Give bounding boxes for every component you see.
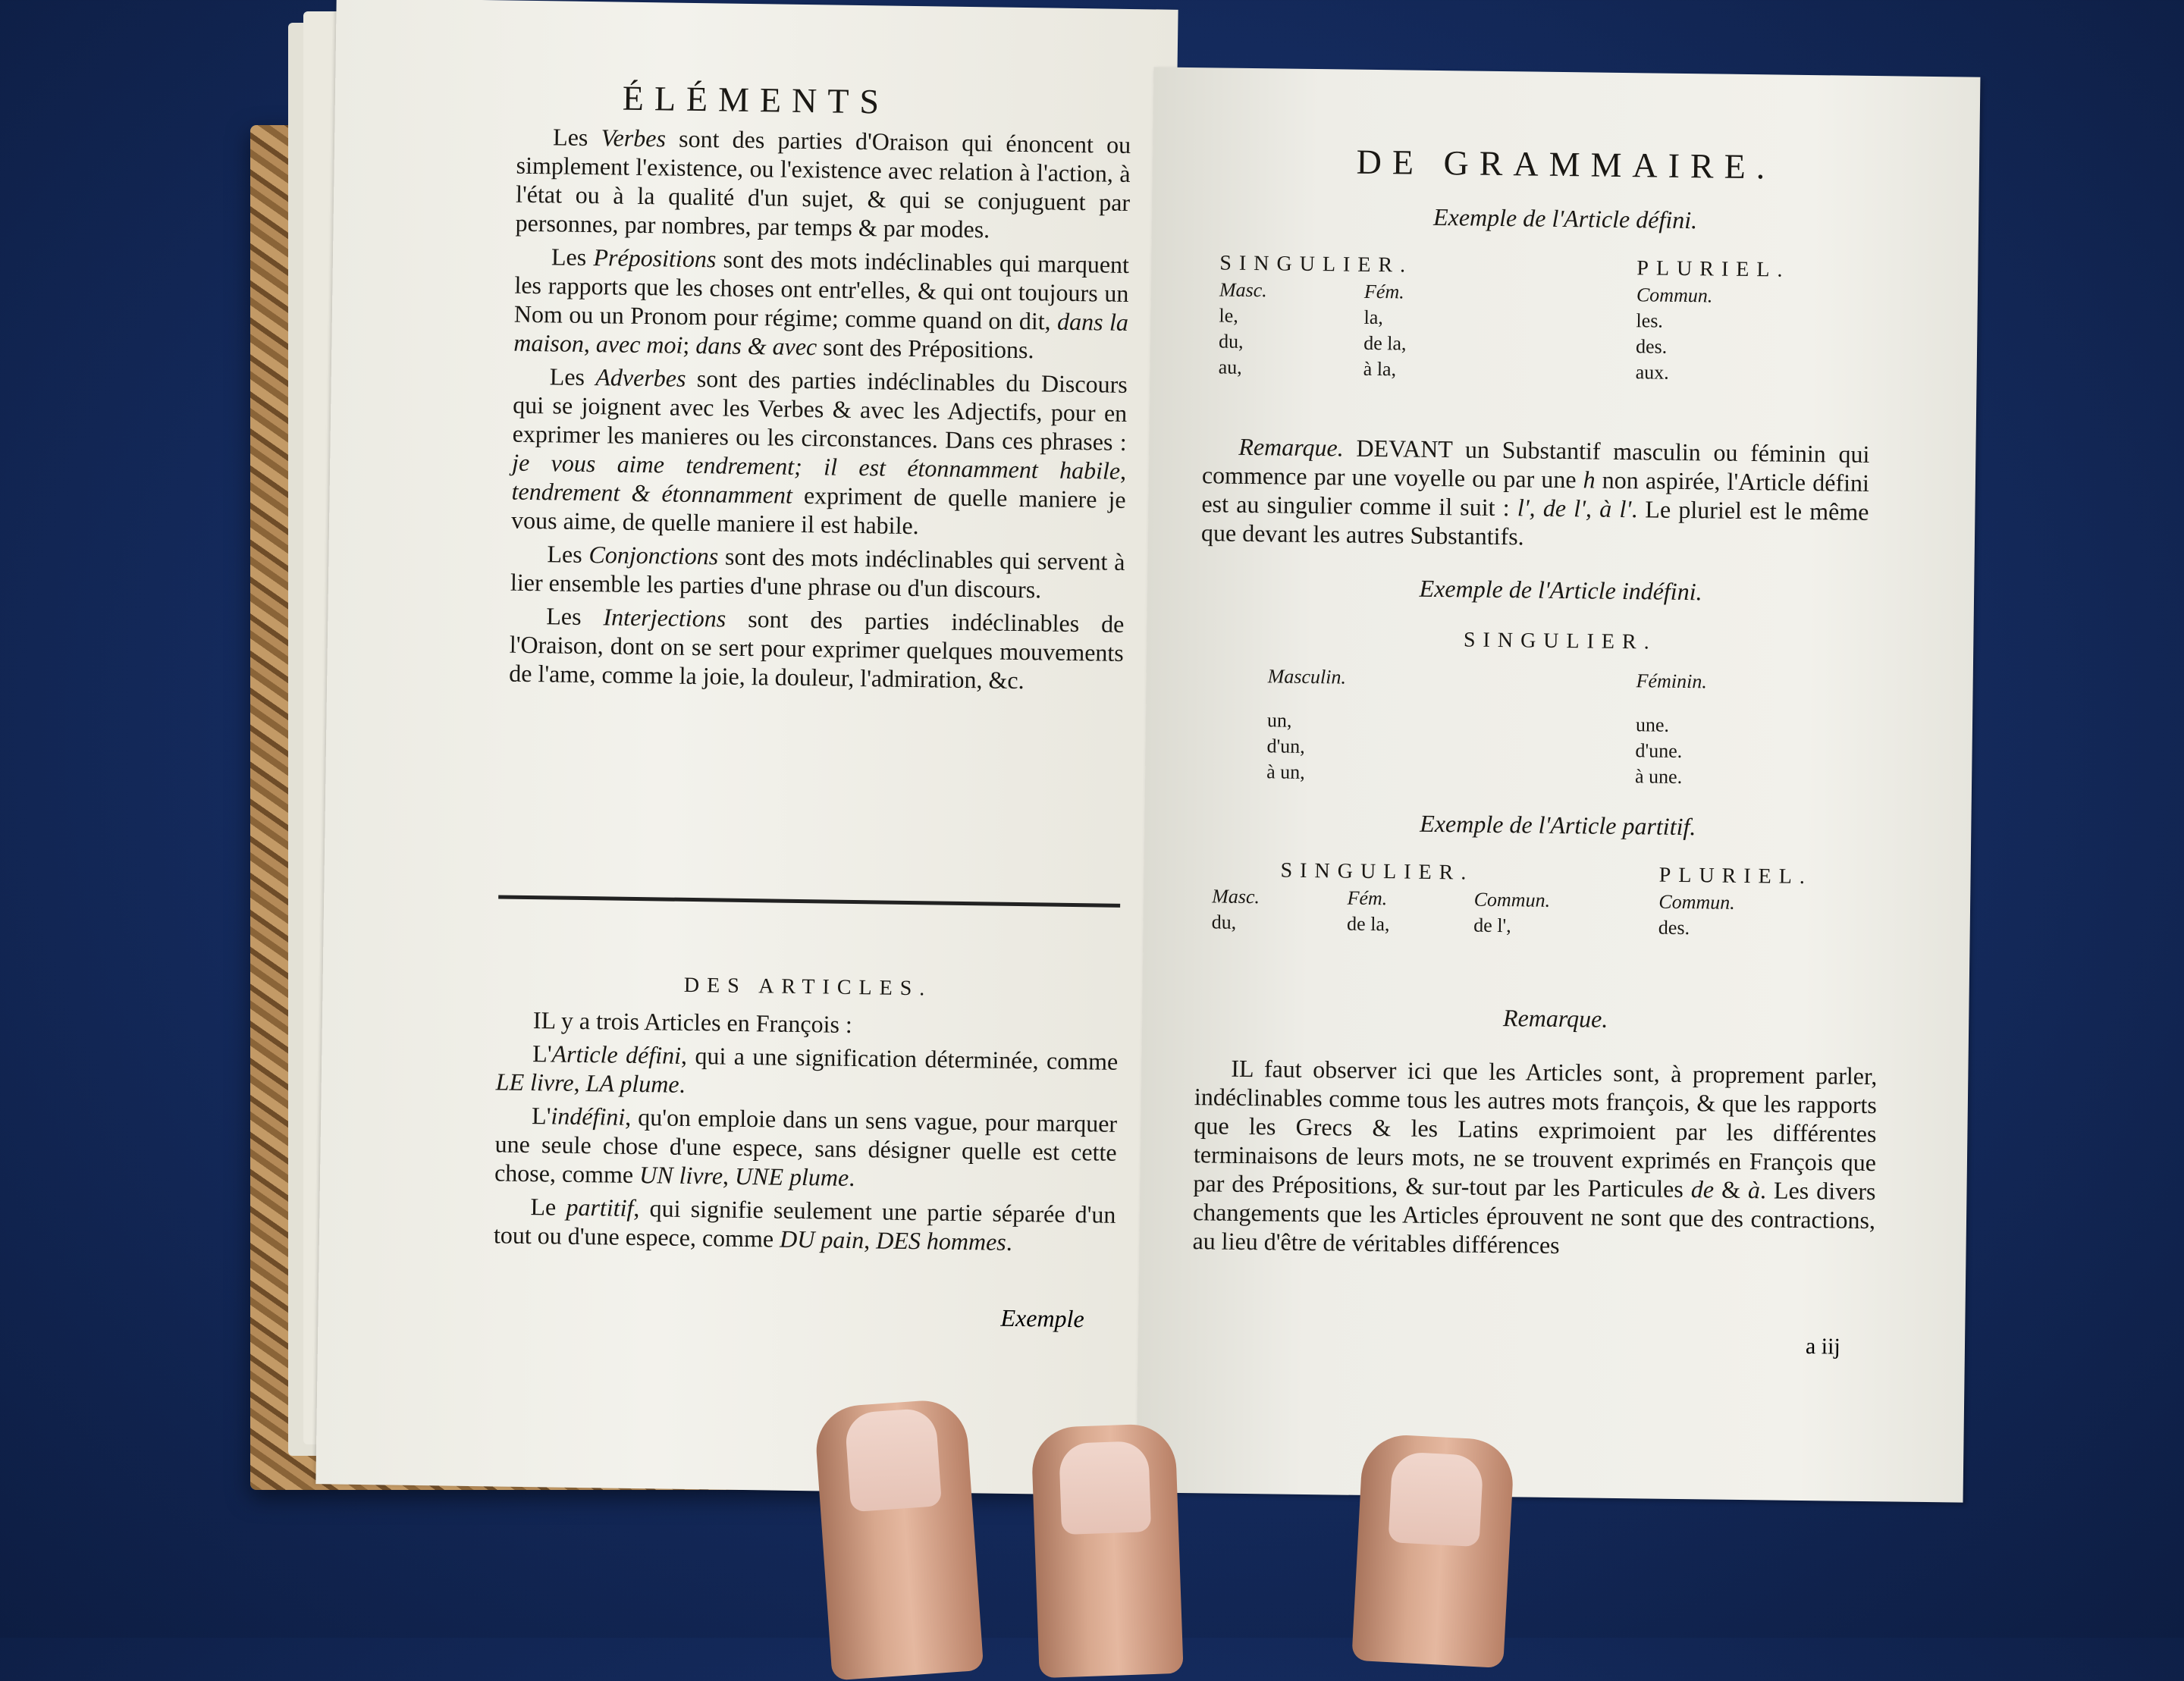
italic-text: LE livre bbox=[495, 1068, 574, 1096]
text-run: L' bbox=[532, 1040, 552, 1068]
left-page-header: ÉLÉMENTS bbox=[622, 78, 890, 121]
paragraph bbox=[497, 1005, 1119, 1042]
table-cell: au, bbox=[1218, 356, 1242, 378]
right-page bbox=[1137, 67, 1981, 1502]
table-cell: à la, bbox=[1363, 357, 1397, 381]
thumb-right bbox=[1351, 1433, 1514, 1668]
italic-text: dans & avec bbox=[695, 331, 817, 361]
italic-text: partitif bbox=[566, 1193, 634, 1222]
table-cell: un, bbox=[1266, 709, 1292, 732]
text-run: sont des parties indéclinables du Discours qui se joignent avec les Verbes & avec les Adjectifs, pour en exprimer les manieres ou les circonstances. Dans ces phrases : bbox=[512, 364, 1128, 456]
partitif-masc-heading: Masc. bbox=[1211, 885, 1260, 908]
text-run: . Le pluriel est le même que devant les autres Substantifs. bbox=[1200, 495, 1869, 550]
table-cell: des. bbox=[1658, 916, 1690, 939]
text-run: Les bbox=[551, 243, 594, 271]
italic-text: indéfini bbox=[551, 1102, 626, 1131]
italic-text: tendrement & étonnamment bbox=[511, 477, 793, 509]
partitif-fem-heading: Fém. bbox=[1347, 886, 1388, 910]
text-run: expriment de quelle maniere je vous aime, de quelle maniere il est habile. bbox=[510, 481, 1126, 540]
text-run: . bbox=[1006, 1228, 1013, 1256]
paragraph bbox=[1201, 431, 1870, 555]
indefini-title: Exemple de l'Article indéfini. bbox=[1419, 574, 1702, 606]
finger-left bbox=[814, 1397, 984, 1680]
italic-text: Adverbes bbox=[595, 363, 686, 392]
remarque-two-title: Remarque. bbox=[1502, 1004, 1608, 1033]
paragraph bbox=[510, 539, 1125, 605]
table-cell: la, bbox=[1363, 306, 1384, 329]
partitif-title: Exemple de l'Article partitif. bbox=[1420, 809, 1696, 841]
text-run: sont des parties d'Oraison qui énoncent ou simplement l'existence, ou l'existence avec relation à l'action, à l'état ou à la qualité d'un sujet, & qui se conjuguent par personnes, par nombres, par temps & par modes. bbox=[515, 124, 1131, 243]
text-run: Les bbox=[549, 362, 596, 391]
partitif-pluriel-heading: PLURIEL. bbox=[1658, 863, 1813, 889]
text-run: , qu'on emploie dans un sens vague, pour marquer une seule chose d'une espece, sans désigner quelle est cette chose, comme bbox=[494, 1102, 1118, 1189]
table-cell: du, bbox=[1218, 330, 1244, 353]
text-run: L' bbox=[531, 1102, 551, 1130]
text-run: IL faut observer ici que les Articles sont, à proprement parler, indéclinables comme tous les autres mots françois, & que les rapports que les Grecs & les Latins exprimoient par les différentes terminaisons de leurs mots, ne se trouvent exprimés en François que par des Prépositions, & sur-tout par les Particules bbox=[1193, 1054, 1878, 1203]
paragraph bbox=[1192, 1053, 1877, 1263]
paragraph bbox=[515, 122, 1131, 246]
text-run: , bbox=[583, 329, 597, 358]
section-title: DES ARTICLES. bbox=[683, 973, 933, 1001]
table-cell: à une. bbox=[1634, 765, 1683, 788]
indefini-feminin-heading: Féminin. bbox=[1636, 670, 1707, 693]
table-cell: d'un, bbox=[1266, 735, 1305, 757]
paragraph bbox=[509, 601, 1125, 696]
paragraph bbox=[494, 1191, 1116, 1257]
italic-text: Article défini bbox=[551, 1040, 682, 1069]
right-page-header: DE GRAMMAIRE. bbox=[1356, 142, 1776, 187]
italic-text: h bbox=[1583, 466, 1596, 494]
italic-text: Verbes bbox=[601, 124, 667, 152]
defini-title: Exemple de l'Article défini. bbox=[1432, 202, 1698, 234]
italic-text: l', de l', à l' bbox=[1517, 494, 1632, 523]
table-cell: aux. bbox=[1635, 361, 1669, 384]
table-cell: à un, bbox=[1266, 761, 1305, 783]
defini-commun-heading: Commun. bbox=[1636, 284, 1713, 307]
table-cell: du, bbox=[1211, 911, 1237, 933]
text-run: , qui a une signification déterminée, comme bbox=[680, 1041, 1119, 1075]
text-run: sont des mots indéclinables qui servent à lier ensemble les parties d'une phrase ou d'un discours. bbox=[510, 542, 1125, 604]
text-run: Les bbox=[546, 602, 604, 631]
italic-text: Remarque. bbox=[1238, 432, 1344, 462]
indefini-singulier-heading: SINGULIER. bbox=[1463, 628, 1657, 654]
catchword: Exemple bbox=[1000, 1303, 1084, 1333]
finger-middle bbox=[1031, 1423, 1183, 1678]
partitif-singulier-heading: SINGULIER. bbox=[1280, 858, 1474, 885]
left-page bbox=[315, 0, 1178, 1496]
text-run: Les bbox=[547, 540, 589, 569]
remarque-two bbox=[1192, 1053, 1877, 1268]
text-run: , qui signifie seulement une partie séparée d'un tout ou d'une espece, comme bbox=[493, 1193, 1116, 1253]
text-run: & bbox=[1713, 1175, 1749, 1204]
defini-masc-heading: Masc. bbox=[1219, 278, 1267, 302]
text-run: ; bbox=[682, 331, 696, 359]
partitif-commun-heading: Commun. bbox=[1473, 888, 1551, 911]
defini-fem-heading: Fém. bbox=[1363, 280, 1404, 303]
italic-text: je vous aime tendrement; il est étonnamment habile bbox=[511, 448, 1121, 485]
defini-singulier-heading: SINGULIER. bbox=[1219, 251, 1414, 278]
signature-mark: a iij bbox=[1805, 1334, 1841, 1360]
partitif-commun2-heading: Commun. bbox=[1658, 890, 1735, 914]
fingernail bbox=[1059, 1441, 1151, 1535]
table-cell: de la, bbox=[1346, 912, 1390, 936]
text-run: . bbox=[848, 1163, 855, 1192]
table-cell: une. bbox=[1635, 713, 1670, 736]
defini-pluriel-heading: PLURIEL. bbox=[1636, 256, 1790, 282]
italic-text: Conjonctions bbox=[588, 541, 719, 570]
paragraph bbox=[494, 1100, 1118, 1195]
left-page-body bbox=[509, 122, 1131, 701]
italic-text: avec moi bbox=[595, 330, 683, 359]
italic-text: UNE plume bbox=[734, 1162, 849, 1191]
articles-body bbox=[494, 1005, 1119, 1262]
paragraph bbox=[511, 362, 1128, 543]
table-cell: les. bbox=[1636, 309, 1664, 332]
paragraph bbox=[496, 1038, 1119, 1104]
table-cell: de l', bbox=[1473, 914, 1511, 937]
italic-text: UN livre bbox=[639, 1161, 723, 1190]
indefini-masculin-heading: Masculin. bbox=[1267, 665, 1347, 688]
fingernail bbox=[1389, 1451, 1484, 1547]
table-cell: le, bbox=[1219, 304, 1238, 327]
indefini-table bbox=[1251, 663, 1859, 792]
text-run: sont des Prépositions. bbox=[817, 333, 1034, 364]
text-run: , bbox=[1119, 456, 1127, 485]
text-run: Le bbox=[530, 1193, 566, 1221]
italic-text: Interjections bbox=[603, 603, 726, 632]
paragraph bbox=[513, 242, 1129, 365]
defini-table bbox=[1203, 249, 1887, 388]
italic-text: dans la maison bbox=[513, 307, 1129, 357]
text-run: Les bbox=[552, 123, 601, 152]
text-run: DEVANT un Substantif masculin ou féminin qui commence par une voyelle ou par une bbox=[1201, 434, 1870, 494]
table-cell: des. bbox=[1635, 335, 1668, 358]
text-run: sont des parties indéclinables de l'Oraison, dont on se sert pour exprimer quelques mouvements de l'ame, comme la joie, la douleur, l'admiration, &c. bbox=[509, 604, 1125, 695]
text-run: . bbox=[679, 1070, 686, 1098]
italic-text: DU pain bbox=[779, 1225, 864, 1254]
text-run: non aspirée, l'Article défini est au singulier comme il suit : bbox=[1201, 466, 1870, 522]
text-run: IL y a trois Articles en François : bbox=[532, 1006, 853, 1038]
section-rule bbox=[498, 895, 1120, 907]
italic-text: LA plume bbox=[585, 1069, 679, 1098]
partitif-table bbox=[1197, 856, 1925, 944]
fingernail bbox=[844, 1407, 942, 1512]
italic-text: Prépositions bbox=[593, 243, 717, 273]
text-run: , bbox=[722, 1162, 736, 1190]
remarque-one bbox=[1201, 431, 1870, 560]
table-cell: d'une. bbox=[1635, 739, 1683, 762]
text-run: , bbox=[573, 1068, 586, 1097]
text-run: sont des mots indéclinables qui marquent les rapports que les choses ont entr'elles, & qui ont toujours un Nom ou un Pronom pour régime; comme quand on dit, bbox=[513, 245, 1130, 335]
italic-text: à bbox=[1747, 1176, 1761, 1204]
text-run: . Les divers changements que les Articles éprouvent ne sont que des contractions, au lieu d'être de véritables différences bbox=[1192, 1176, 1876, 1259]
italic-text: DES hommes bbox=[875, 1226, 1007, 1256]
italic-text: de bbox=[1690, 1175, 1715, 1203]
table-cell: de la, bbox=[1363, 331, 1407, 355]
text-run: , bbox=[863, 1226, 877, 1254]
